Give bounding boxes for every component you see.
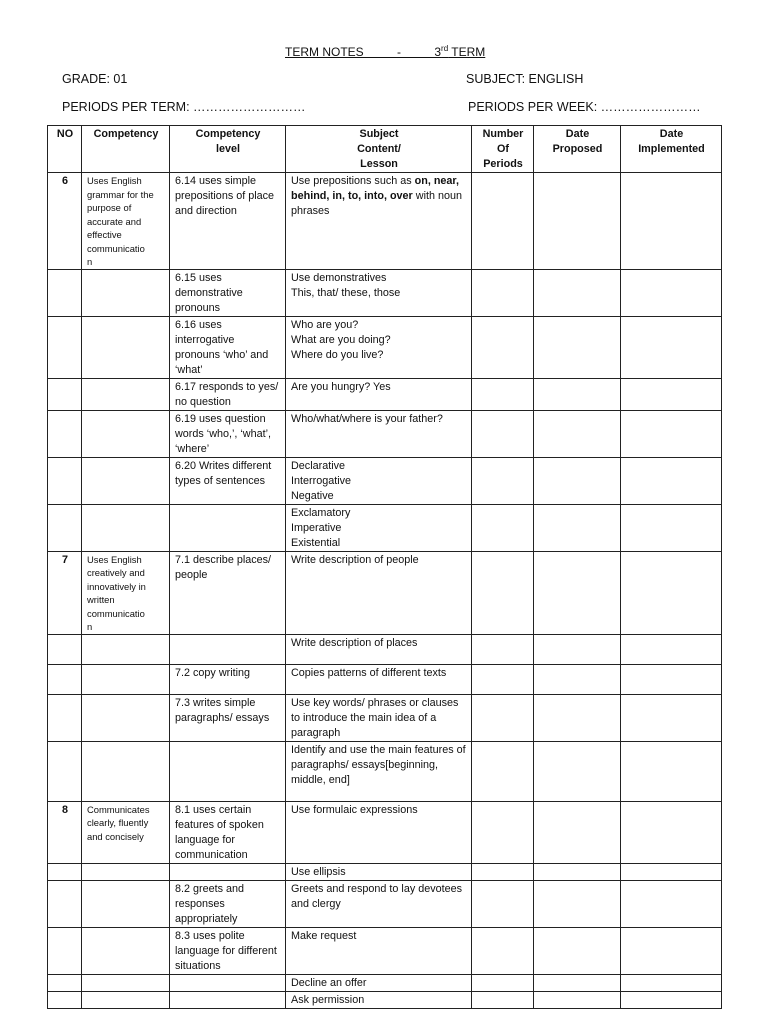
table-row bbox=[48, 504, 722, 551]
table-row bbox=[48, 173, 722, 270]
row-number-of-periods bbox=[472, 316, 534, 378]
table-row bbox=[48, 551, 722, 634]
row-subject-content: Use demonstratives This, that/ these, those bbox=[286, 269, 472, 316]
row-subject-content: Who are you? What are you doing? Where do you live? bbox=[286, 316, 472, 378]
row-date-proposed bbox=[534, 378, 621, 410]
row-competency: Communicates clearly, fluently and concisely bbox=[82, 801, 170, 863]
row-date-implemented bbox=[621, 316, 722, 378]
row-competency-level: 6.16 uses interrogative pronouns ‘who’ and ‘what’ bbox=[170, 316, 286, 378]
row-competency bbox=[82, 457, 170, 504]
row-subject-content: Identify and use the main features of paragraphs/ essays[beginning, middle, end] bbox=[286, 741, 472, 801]
table-row bbox=[48, 741, 722, 801]
row-number-of-periods bbox=[472, 410, 534, 457]
row-subject-content: Decline an offer bbox=[286, 974, 472, 991]
row-no bbox=[48, 410, 82, 457]
row-competency bbox=[82, 927, 170, 974]
document-title bbox=[285, 44, 485, 59]
row-competency bbox=[82, 974, 170, 991]
row-date-implemented bbox=[621, 173, 722, 270]
row-date-implemented bbox=[621, 269, 722, 316]
row-number-of-periods bbox=[472, 504, 534, 551]
row-date-proposed bbox=[534, 801, 621, 863]
row-number-of-periods bbox=[472, 880, 534, 927]
row-competency bbox=[82, 504, 170, 551]
row-competency bbox=[82, 880, 170, 927]
row-no bbox=[48, 694, 82, 741]
col-header-competency: Competency bbox=[82, 126, 170, 173]
row-subject-content: Make request bbox=[286, 927, 472, 974]
row-date-proposed bbox=[534, 457, 621, 504]
table-row bbox=[48, 410, 722, 457]
term-notes-table bbox=[47, 125, 722, 1009]
row-date-implemented bbox=[621, 378, 722, 410]
content-text: with noun phrases bbox=[291, 190, 462, 217]
row-date-implemented bbox=[621, 991, 722, 1008]
row-subject-content: Use ellipsis bbox=[286, 863, 472, 880]
table-row bbox=[48, 457, 722, 504]
col-header-number-of-periods: Number Of Periods bbox=[472, 126, 534, 173]
row-no bbox=[48, 927, 82, 974]
row-competency-level: 7.1 describe places/ people bbox=[170, 551, 286, 634]
content-bold-text: on, near, behind, in, to, into, over bbox=[291, 175, 460, 202]
title-superscript: rd bbox=[441, 44, 449, 53]
row-number-of-periods bbox=[472, 269, 534, 316]
row-competency bbox=[82, 634, 170, 664]
row-number-of-periods bbox=[472, 664, 534, 694]
col-header-subject-content: Subject Content/ Lesson bbox=[286, 126, 472, 173]
row-competency: Uses English grammar for the purpose of accurate and effective communicatio n bbox=[82, 173, 170, 270]
row-competency-level: 7.2 copy writing bbox=[170, 664, 286, 694]
table-row bbox=[48, 664, 722, 694]
row-no bbox=[48, 863, 82, 880]
row-no bbox=[48, 974, 82, 991]
row-subject-content: Write description of places bbox=[286, 634, 472, 664]
row-competency bbox=[82, 741, 170, 801]
row-number-of-periods bbox=[472, 991, 534, 1008]
col-header-no: NO bbox=[48, 126, 82, 173]
row-no: 6 bbox=[48, 173, 82, 270]
row-competency bbox=[82, 378, 170, 410]
row-competency-level: 8.2 greets and responses appropriately bbox=[170, 880, 286, 927]
row-competency bbox=[82, 316, 170, 378]
row-competency bbox=[82, 694, 170, 741]
row-no bbox=[48, 457, 82, 504]
row-no bbox=[48, 269, 82, 316]
row-competency bbox=[82, 863, 170, 880]
row-no: 8 bbox=[48, 801, 82, 863]
row-subject-content bbox=[286, 173, 472, 270]
table-header-row bbox=[48, 126, 722, 173]
title-prefix: TERM NOTES - 3 bbox=[285, 45, 442, 59]
row-date-proposed bbox=[534, 316, 621, 378]
row-date-implemented bbox=[621, 410, 722, 457]
row-no bbox=[48, 664, 82, 694]
table-row bbox=[48, 316, 722, 378]
row-number-of-periods bbox=[472, 863, 534, 880]
content-text: Use prepositions such as bbox=[291, 175, 415, 187]
row-no bbox=[48, 634, 82, 664]
row-subject-content: Declarative Interrogative Negative bbox=[286, 457, 472, 504]
row-no: 7 bbox=[48, 551, 82, 634]
row-number-of-periods bbox=[472, 634, 534, 664]
row-competency-level bbox=[170, 741, 286, 801]
row-subject-content: Who/what/where is your father? bbox=[286, 410, 472, 457]
row-competency-level: 8.3 uses polite language for different situations bbox=[170, 927, 286, 974]
row-date-proposed bbox=[534, 269, 621, 316]
row-date-proposed bbox=[534, 664, 621, 694]
subject-label: SUBJECT: ENGLISH bbox=[466, 72, 584, 86]
row-competency-level: 8.1 uses certain features of spoken language for communication bbox=[170, 801, 286, 863]
row-date-implemented bbox=[621, 974, 722, 991]
row-date-implemented bbox=[621, 927, 722, 974]
row-competency bbox=[82, 269, 170, 316]
row-competency-level bbox=[170, 991, 286, 1008]
row-no bbox=[48, 378, 82, 410]
row-number-of-periods bbox=[472, 551, 534, 634]
row-subject-content: Use key words/ phrases or clauses to introduce the main idea of a paragraph bbox=[286, 694, 472, 741]
row-number-of-periods bbox=[472, 694, 534, 741]
row-number-of-periods bbox=[472, 741, 534, 801]
title-suffix: TERM bbox=[448, 45, 486, 59]
table-row bbox=[48, 269, 722, 316]
col-header-competency-level: Competency level bbox=[170, 126, 286, 173]
row-date-proposed bbox=[534, 741, 621, 801]
col-header-date-proposed: Date Proposed bbox=[534, 126, 621, 173]
table-row bbox=[48, 927, 722, 974]
row-no bbox=[48, 880, 82, 927]
row-subject-content: Write description of people bbox=[286, 551, 472, 634]
row-date-proposed bbox=[534, 880, 621, 927]
table-row bbox=[48, 801, 722, 863]
row-subject-content: Use formulaic expressions bbox=[286, 801, 472, 863]
row-date-proposed bbox=[534, 927, 621, 974]
table-row bbox=[48, 694, 722, 741]
row-number-of-periods bbox=[472, 173, 534, 270]
row-competency-level: 7.3 writes simple paragraphs/ essays bbox=[170, 694, 286, 741]
row-number-of-periods bbox=[472, 378, 534, 410]
row-no bbox=[48, 991, 82, 1008]
table-row bbox=[48, 991, 722, 1008]
row-competency-level: 6.20 Writes different types of sentences bbox=[170, 457, 286, 504]
row-date-proposed bbox=[534, 634, 621, 664]
row-competency bbox=[82, 410, 170, 457]
row-no bbox=[48, 504, 82, 551]
row-date-proposed bbox=[534, 173, 621, 270]
row-date-proposed bbox=[534, 410, 621, 457]
row-subject-content: Are you hungry? Yes bbox=[286, 378, 472, 410]
row-date-proposed bbox=[534, 974, 621, 991]
row-competency-level: 6.17 responds to yes/ no question bbox=[170, 378, 286, 410]
row-competency-level: 6.15 uses demonstrative pronouns bbox=[170, 269, 286, 316]
row-competency: Uses English creatively and innovatively in written communicatio n bbox=[82, 551, 170, 634]
row-competency-level bbox=[170, 634, 286, 664]
table-row bbox=[48, 378, 722, 410]
table-row bbox=[48, 863, 722, 880]
row-date-proposed bbox=[534, 504, 621, 551]
row-date-implemented bbox=[621, 694, 722, 741]
row-date-implemented bbox=[621, 457, 722, 504]
col-header-date-implemented: Date Implemented bbox=[621, 126, 722, 173]
row-subject-content: Greets and respond to lay devotees and clergy bbox=[286, 880, 472, 927]
row-no bbox=[48, 316, 82, 378]
row-date-implemented bbox=[621, 634, 722, 664]
grade-label: GRADE: 01 bbox=[62, 72, 128, 86]
row-date-implemented bbox=[621, 664, 722, 694]
row-date-proposed bbox=[534, 551, 621, 634]
row-subject-content: Copies patterns of different texts bbox=[286, 664, 472, 694]
row-number-of-periods bbox=[472, 974, 534, 991]
periods-per-week: PERIODS PER WEEK: …………………… bbox=[468, 100, 701, 114]
periods-per-term: PERIODS PER TERM: ……………………… bbox=[62, 100, 306, 114]
row-date-implemented bbox=[621, 551, 722, 634]
row-date-proposed bbox=[534, 694, 621, 741]
row-number-of-periods bbox=[472, 801, 534, 863]
row-date-implemented bbox=[621, 504, 722, 551]
row-date-implemented bbox=[621, 801, 722, 863]
row-number-of-periods bbox=[472, 457, 534, 504]
row-competency bbox=[82, 664, 170, 694]
row-competency-level bbox=[170, 863, 286, 880]
row-date-proposed bbox=[534, 863, 621, 880]
table-row bbox=[48, 974, 722, 991]
row-subject-content: Ask permission bbox=[286, 991, 472, 1008]
row-date-proposed bbox=[534, 991, 621, 1008]
row-no bbox=[48, 741, 82, 801]
row-competency-level bbox=[170, 504, 286, 551]
table-row bbox=[48, 634, 722, 664]
table-row bbox=[48, 880, 722, 927]
row-date-implemented bbox=[621, 880, 722, 927]
row-date-implemented bbox=[621, 863, 722, 880]
row-number-of-periods bbox=[472, 927, 534, 974]
row-competency-level: 6.14 uses simple prepositions of place and direction bbox=[170, 173, 286, 270]
row-competency-level: 6.19 uses question words ‘who,’, ‘what’, ‘where’ bbox=[170, 410, 286, 457]
row-competency bbox=[82, 991, 170, 1008]
row-date-implemented bbox=[621, 741, 722, 801]
row-subject-content: Exclamatory Imperative Existential bbox=[286, 504, 472, 551]
row-competency-level bbox=[170, 974, 286, 991]
